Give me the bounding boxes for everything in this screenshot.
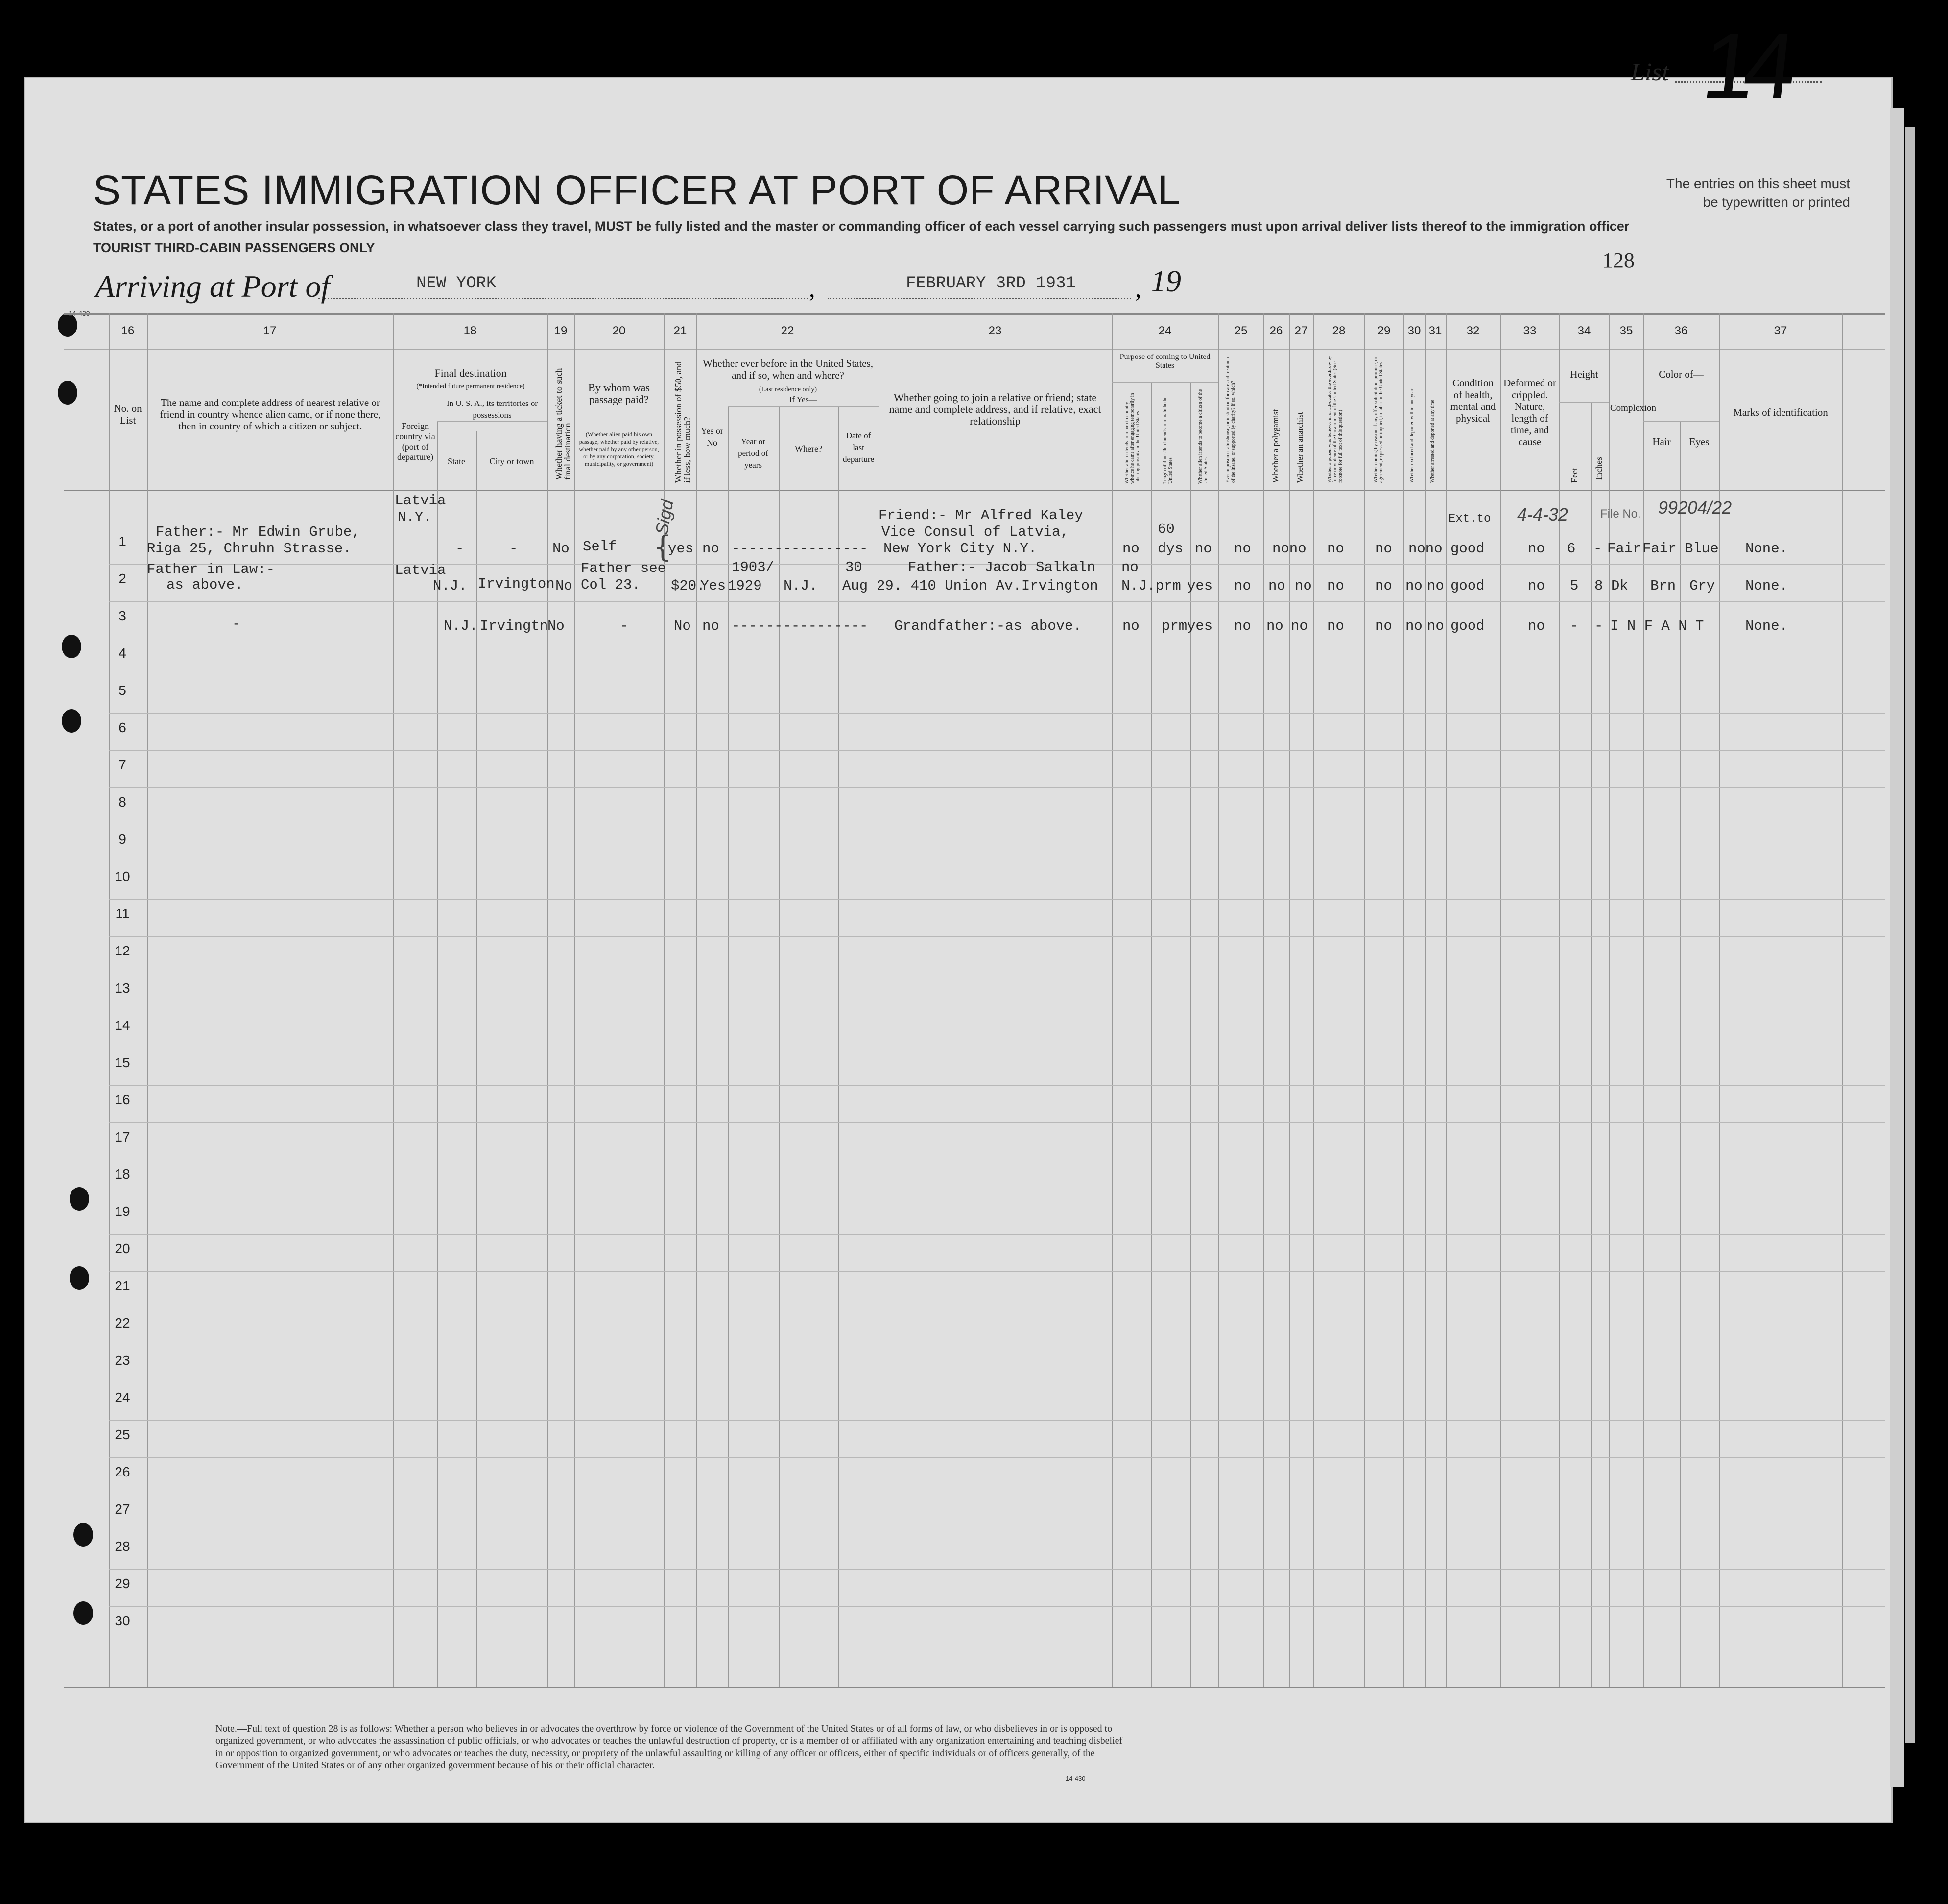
col-line: [1643, 313, 1644, 1687]
subhead-rule: [437, 421, 547, 422]
column-number: 34: [1577, 324, 1591, 337]
col-line: [1500, 313, 1501, 1687]
heading-q29: Whether coming by reason of any offer, solicitation, promise, or agreement, expressed or implied, to labor in the United States: [1373, 357, 1384, 483]
date-value: FEBRUARY 3RD 1931: [906, 274, 1076, 293]
punch-hole: [58, 381, 77, 405]
handwritten-signed-mark: Sigd: [651, 498, 677, 537]
row-ruling: [109, 750, 1885, 751]
row-number: 11: [115, 906, 130, 921]
heading-complexion: Complexion: [1610, 403, 1656, 413]
row-ruling: [109, 1457, 1885, 1458]
paid-by-note: Col 23.: [581, 577, 641, 593]
heading-color-of: Color of—: [1659, 368, 1704, 380]
marks: None.: [1745, 618, 1788, 634]
row-number: 10: [115, 869, 130, 884]
brace-mark: {: [653, 530, 672, 564]
marks: None.: [1745, 578, 1788, 594]
punch-hole: [62, 709, 81, 733]
relative-address: Riga 25, Chruhn Strasse.: [147, 541, 352, 557]
q28: no: [1327, 541, 1344, 557]
table-bottom-rule: [64, 1687, 1885, 1688]
purpose-return: no: [1122, 541, 1140, 557]
before-us: Yes: [700, 578, 726, 594]
polygamist: no: [1268, 578, 1285, 594]
year-period: 1929: [728, 578, 762, 594]
page-edge: [1890, 108, 1904, 1787]
heading-q30: Whether excluded and deported within one year: [1409, 388, 1415, 483]
punch-hole: [73, 1523, 93, 1547]
heading-purpose: Purpose of coming to United States: [1119, 353, 1211, 370]
col-line: [1591, 402, 1592, 1687]
q31: no: [1427, 618, 1444, 634]
row-ruling: [109, 1569, 1885, 1570]
col-line: [1364, 313, 1365, 1687]
prison: no: [1234, 541, 1251, 557]
col-line: [1313, 313, 1314, 1687]
purpose-citizen: yes: [1187, 578, 1213, 594]
row-number: 21: [115, 1278, 130, 1293]
feet: 6: [1567, 541, 1576, 557]
col-line: [1719, 313, 1720, 1687]
column-number: 18: [463, 324, 477, 337]
col-line: [1263, 313, 1264, 1687]
subhead-rule: [1643, 421, 1719, 422]
col-line: [147, 313, 148, 1687]
column-number: 19: [554, 324, 568, 337]
arriving-label: Arriving at Port of: [95, 269, 330, 304]
col-line: [437, 421, 438, 1687]
polygamist-anarchist: nono: [1272, 541, 1307, 557]
relative-address: as above.: [166, 577, 243, 593]
state: -: [455, 541, 464, 557]
inches: -: [1594, 618, 1603, 634]
row-number: 29: [115, 1576, 130, 1591]
page-subtitle: [93, 215, 1629, 259]
purpose-return: no: [1121, 559, 1139, 575]
heading-hair: Hair: [1652, 436, 1671, 448]
row-number: 30: [115, 1613, 130, 1628]
relative-name: Father in Law:-: [147, 561, 275, 577]
year-period: 1903/: [732, 559, 775, 575]
heading-height: Height: [1570, 368, 1598, 380]
comma: ,: [809, 275, 815, 302]
list-label: List: [1631, 58, 1669, 86]
heading-anarchist: Whether an anarchist: [1295, 412, 1305, 483]
heading-final-destination: Final destination: [434, 367, 507, 379]
file-label: File No.: [1600, 507, 1641, 521]
heading-feet: Feet: [1569, 468, 1579, 483]
heading-by-whom-note: (Whether alien paid his own passage, whether paid by relative, whether paid by any other person, or by any corporation, society, municipality, or government): [579, 431, 659, 467]
possession: No: [674, 618, 691, 634]
possession: $20.: [671, 578, 705, 594]
column-number: 17: [263, 324, 277, 337]
col-line: [1289, 313, 1290, 1687]
row-number: 1: [119, 534, 126, 549]
row-number: 16: [115, 1092, 130, 1107]
heading-purpose-citizen: Whether alien intends to become a citizen of the United States: [1198, 389, 1209, 484]
column-number: 32: [1466, 324, 1480, 337]
heading-final-destination-note: (*Intended future permanent residence): [416, 383, 525, 390]
column-number: 20: [612, 324, 626, 337]
port-value: NEW YORK: [416, 274, 497, 293]
col-line: [393, 313, 394, 1687]
paid-by: -: [620, 618, 629, 634]
typewritten-note: [1605, 174, 1850, 212]
row-number: 15: [115, 1055, 130, 1070]
city: Irvingtn: [480, 618, 548, 634]
q31: no: [1427, 578, 1444, 594]
heading-inches: Inches: [1594, 457, 1604, 480]
infant-note: I N F A N T: [1610, 618, 1704, 634]
row-number: 25: [115, 1427, 130, 1442]
purpose-citizen: yes: [1187, 618, 1213, 634]
heading-in-usa: In U. S. A., its territories or possessions: [446, 399, 538, 420]
foreign-country: Latvia: [395, 493, 446, 509]
purpose-length: N.J.prm: [1121, 578, 1181, 594]
col-line: [547, 313, 548, 1687]
heading-q31: Whether arrested and deported at any time: [1430, 400, 1435, 483]
prison: no: [1234, 618, 1251, 634]
column-number: 30: [1407, 324, 1421, 337]
extension-label: Ext.to: [1449, 512, 1491, 525]
ticket: No: [552, 541, 570, 557]
column-number: 23: [988, 324, 1002, 337]
date-last: Aug: [842, 578, 868, 594]
heading-joining: Whether going to join a relative or friend; state name and complete address, and if relative, exact relationship: [889, 391, 1101, 427]
row-number: 9: [119, 832, 126, 847]
col-line: [1425, 313, 1426, 1687]
heading-deformed: Deformed or crippled. Nature, length of time, and cause: [1503, 377, 1556, 448]
year-prefix: 19: [1151, 265, 1181, 298]
before-us: no: [702, 541, 719, 557]
subhead-rule: [728, 406, 879, 407]
col-line: [1446, 313, 1447, 1687]
heading-where: Where?: [795, 444, 822, 453]
page-number: 128: [1602, 248, 1635, 272]
heading-prison: Ever in prison or almshouse, or institution for care and treatment of the insane, or supported by charity? If so, which?: [1225, 356, 1236, 483]
foreign-port: N.Y.: [398, 509, 432, 525]
complexion: Dk: [1611, 578, 1628, 594]
where: N.J.: [784, 578, 818, 594]
column-number: 26: [1269, 324, 1283, 337]
hair: Brn: [1650, 578, 1676, 594]
condition: good: [1450, 541, 1485, 557]
row-number: 17: [115, 1129, 130, 1144]
column-number: 24: [1158, 324, 1172, 337]
q30: no: [1405, 578, 1423, 594]
column-number: 21: [673, 324, 687, 337]
joining-line: Friend:- Mr Alfred Kaley: [879, 507, 1083, 524]
paid-by: Self: [583, 539, 617, 555]
file-number: 99204/22: [1658, 498, 1732, 518]
joining-line: 29. 410 Union Av.Irvington: [877, 578, 1098, 594]
subtitle-line: States, or a port of another insular possession, in whatsoever class they travel, MUST be fully listed and the master or commanding officer of each vessel carrying such passengers must upon arrival deliver lists thereof to the immigration officer: [93, 219, 1630, 234]
heading-year-period: Year or period of years: [738, 437, 768, 470]
inches: -: [1593, 541, 1602, 557]
relative-name: Father:- Mr Edwin Grube,: [156, 524, 360, 540]
heading-eyes: Eyes: [1689, 436, 1710, 448]
row-number: 24: [115, 1390, 130, 1405]
row-ruling: [109, 936, 1885, 937]
row-ruling: [109, 601, 1885, 602]
row-number: 27: [115, 1501, 130, 1517]
col-line: [696, 313, 697, 1687]
anarchist: no: [1291, 618, 1308, 634]
punch-hole: [70, 1266, 89, 1290]
deformed: no: [1528, 578, 1545, 594]
extension-date: 4-4-32: [1517, 504, 1568, 524]
row-number: 4: [119, 645, 126, 661]
manifest-sheet: [25, 78, 1891, 1822]
q28: no: [1327, 578, 1344, 594]
heading-purpose-length: Length of time alien intends to remain in the United States: [1163, 396, 1173, 484]
heading-q28: Whether a person who believes in or advocates the overthrow by force or violence of the Government of the United States (See footnote for full text of this question): [1327, 356, 1343, 483]
row-number: 3: [119, 608, 126, 623]
heading-ticket: Whether having a ticket to such final destination: [554, 368, 572, 480]
purpose-length: 60: [1158, 521, 1175, 537]
joining-line: Father:- Jacob Salkaln: [908, 559, 1095, 575]
subtitle-line: TOURIST THIRD-CABIN PASSENGERS ONLY: [93, 240, 375, 255]
deformed: no: [1528, 541, 1545, 557]
heading-city: City or town: [489, 456, 534, 466]
column-number: 37: [1774, 324, 1787, 337]
q29: no: [1375, 541, 1392, 557]
city: Irvington: [478, 576, 555, 592]
row-ruling: [109, 1420, 1885, 1421]
table-top-rule: [64, 313, 1885, 315]
condition: good: [1450, 578, 1485, 594]
heading-yes-no: Yes or No: [701, 426, 723, 448]
note-line: be typewritten or printed: [1703, 194, 1850, 210]
note-line: The entries on this sheet must: [1666, 176, 1850, 191]
punch-hole: [73, 1601, 93, 1625]
col-line: [1842, 313, 1843, 1687]
header-rule: [64, 349, 1885, 350]
footnote: Note.—Full text of question 28 is as follows: Whether a person who believes in or advocates the overthrow by force or violence of the Government of the United States or of all forms of law, or who disbelieves in or is opposed to organized government, or who advocates the assassination of public officials, or who advocates or teaches the unlawful destruction of property, or is a member of or affiliated with any organization entertaining and teaching disbelief in or opposition to organized government, or who advocates or teaches the duty, necessity, or propriety of the unlawful assaulting or killing of any officer or officers, either of specific individuals or of officers generally, of the Government of the United States or of any other organized government because of his or their official character.: [215, 1723, 1123, 1771]
column-number: 33: [1523, 324, 1537, 337]
row-number: 19: [115, 1204, 130, 1219]
feet: -: [1570, 618, 1579, 634]
heading-before-us-note: (Last residence only): [759, 386, 817, 393]
column-number: 29: [1377, 324, 1391, 337]
row-number: 7: [119, 757, 126, 772]
heading-marks: Marks of identification: [1733, 406, 1828, 418]
purpose-length: prm: [1162, 618, 1188, 634]
condition: good: [1450, 618, 1485, 634]
joining-line: Vice Consul of Latvia,: [881, 524, 1069, 540]
date-line: [828, 298, 1131, 299]
complexion: Fair: [1607, 541, 1641, 557]
heading-no-on-list: No. on List: [114, 403, 142, 426]
heading-purpose-return: Whether alien intends to return to country whence he came after engaging temporarily in laboring pursuits in the United States: [1124, 393, 1140, 484]
row-number: 5: [119, 683, 126, 698]
row-ruling: [109, 787, 1885, 788]
column-number: 22: [781, 324, 794, 337]
column-number: 31: [1428, 324, 1442, 337]
q28: no: [1327, 618, 1344, 634]
row-number: 23: [115, 1353, 130, 1368]
joining-line: New York City N.Y.: [883, 541, 1037, 557]
q30-q31: nono: [1408, 541, 1443, 557]
row-ruling: [109, 1271, 1885, 1272]
row-number: 22: [115, 1315, 130, 1331]
heading-condition: Condition of health, mental and physical: [1450, 377, 1496, 424]
col-line: [574, 313, 575, 1687]
foreign-country: Latvia: [395, 562, 446, 578]
row-ruling: [109, 713, 1885, 714]
subhead-rule: [1559, 402, 1609, 403]
row-ruling: [109, 1606, 1885, 1607]
page-edge: [1905, 127, 1915, 1743]
heading-before-us: Whether ever before in the United States, and if so, when and where?: [702, 357, 874, 381]
row-number: 28: [115, 1539, 130, 1554]
header-bottom-rule: [64, 490, 1885, 491]
state: N.J.: [444, 618, 478, 634]
purpose-return: no: [1122, 618, 1140, 634]
row-number: 6: [119, 720, 126, 735]
col-line: [109, 313, 110, 1687]
row-ruling: [109, 1122, 1885, 1123]
state: N.J.: [433, 578, 467, 594]
q29: no: [1375, 578, 1392, 594]
form-code: 14-430: [69, 309, 90, 317]
column-number: 27: [1294, 324, 1308, 337]
row-ruling: [109, 1085, 1885, 1086]
heading-by-whom: By whom was passage paid?: [588, 381, 650, 405]
column-number: 35: [1619, 324, 1633, 337]
prison: no: [1234, 578, 1251, 594]
anarchist: no: [1295, 578, 1312, 594]
marks: None.: [1745, 541, 1788, 557]
column-number: 16: [121, 324, 135, 337]
heading-polygamist: Whether a polygamist: [1271, 409, 1280, 483]
row-ruling: [109, 1234, 1885, 1235]
column-number: 25: [1234, 324, 1248, 337]
col-line: [1680, 421, 1681, 1687]
list-number-handwritten: 14: [1697, 14, 1791, 118]
before-us: no: [702, 618, 719, 634]
joining-line: Grandfather:-as above.: [894, 618, 1082, 634]
row-number: 14: [115, 1018, 130, 1033]
q30: no: [1405, 618, 1423, 634]
date-last: 30: [845, 559, 862, 575]
col-line: [1218, 313, 1219, 1687]
hair: Fair: [1642, 541, 1677, 557]
row-number: 13: [115, 980, 130, 996]
page-title: STATES IMMIGRATION OFFICER AT PORT OF ARRIVAL: [93, 167, 1181, 213]
heading-if-yes: If Yes—: [789, 395, 817, 404]
ticket: No: [555, 578, 572, 594]
heading-foreign-country: Foreign country via (port of departure)—: [395, 421, 435, 472]
footer-code: 14-430: [1066, 1775, 1086, 1782]
eyes: Gry: [1689, 578, 1715, 594]
deformed: no: [1528, 618, 1545, 634]
heading-relative: The name and complete address of nearest relative or friend in country whence alien came, or if none there, then in country of which a citizen or subject.: [160, 397, 381, 432]
purpose-citizen: no: [1195, 541, 1212, 557]
paid-by: Father see: [581, 560, 666, 576]
q29: no: [1375, 618, 1392, 634]
polygamist: no: [1266, 618, 1283, 634]
before-dashes: ----------------: [732, 618, 868, 634]
punch-hole: [62, 635, 81, 658]
inches: 8: [1594, 578, 1603, 594]
subhead-rule: [1112, 382, 1218, 383]
row-number: 18: [115, 1166, 130, 1182]
possession: yes: [668, 541, 694, 557]
before-dashes: ----------------: [732, 541, 868, 557]
row-number: 20: [115, 1241, 130, 1256]
comma: ,: [1135, 275, 1141, 302]
column-number: 28: [1332, 324, 1346, 337]
row-number: 2: [119, 571, 126, 586]
purpose-length-unit: dys: [1158, 541, 1184, 557]
relative-name: -: [232, 616, 241, 632]
heading-possession: Whether in possession of $50, and if less, how much?: [673, 361, 692, 483]
heading-date-last: Date of last departure: [842, 431, 875, 464]
row-number: 26: [115, 1464, 130, 1479]
row-ruling: [109, 899, 1885, 900]
ticket: No: [547, 618, 565, 634]
port-line: [318, 298, 808, 299]
row-number: 12: [115, 943, 130, 958]
punch-hole: [70, 1187, 89, 1211]
row-number: 8: [119, 794, 126, 809]
col-line: [1112, 313, 1113, 1687]
heading-state: State: [448, 456, 465, 466]
feet: 5: [1570, 578, 1579, 594]
column-number: 36: [1674, 324, 1688, 337]
col-line: [1403, 313, 1404, 1687]
eyes: Blue: [1685, 541, 1719, 557]
city: -: [509, 541, 518, 557]
